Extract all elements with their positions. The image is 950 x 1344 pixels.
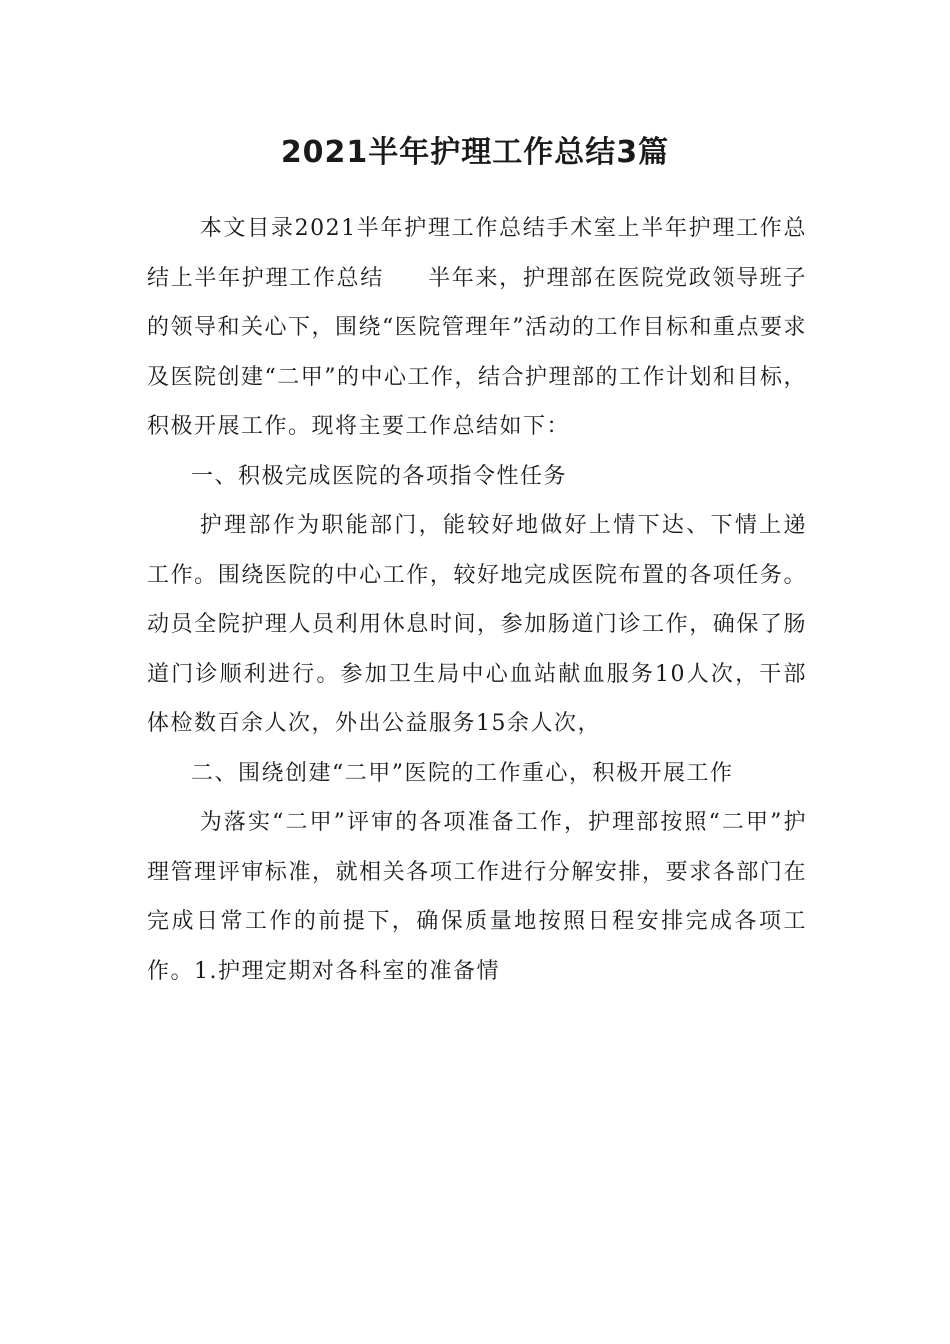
intro-text: 半年来，护理部在医院党政领导班子的领导和关心下，围绕“医院管理年”活动的工作目标和重点要求及医院创建“二甲”的中心工作，结合护理部的工作计划和目标，积极开展工作。现将主要工作总结如下： [147,265,807,439]
document-body [147,204,807,996]
section-2-body: 为落实“二甲”评审的各项准备工作，护理部按照“二甲”护理管理评审标准，就相关各项工作进行分解安排，要求各部门在完成日常工作的前提下，确保质量地按照日程安排完成各项工作。1.护理定期对各科室的准备情 [147,810,807,984]
section-2-heading: 二、围绕创建“二甲”医院的工作重心，积极开展工作 [191,760,734,786]
intro-paragraph [147,204,807,452]
document-title: 2021半年护理工作总结3篇 [280,135,670,170]
intro-toc-text: 本文目录2021半年护理工作总结手术室上半年护理工作总结上半年护理工作总结 [147,216,807,291]
section-1-heading: 一、积极完成医院的各项指令性任务 [191,463,568,489]
section-1-body: 护理部作为职能部门，能较好地做好上情下达、下情上递工作。围绕医院的中心工作，较好地完成医院布置的各项任务。动员全院护理人员利用休息时间，参加肠道门诊工作，确保了肠道门诊顺利进行。参加卫生局中心血站献血服务10人次，干部体检数百余人次，外出公益服务15余人次， [147,513,807,736]
